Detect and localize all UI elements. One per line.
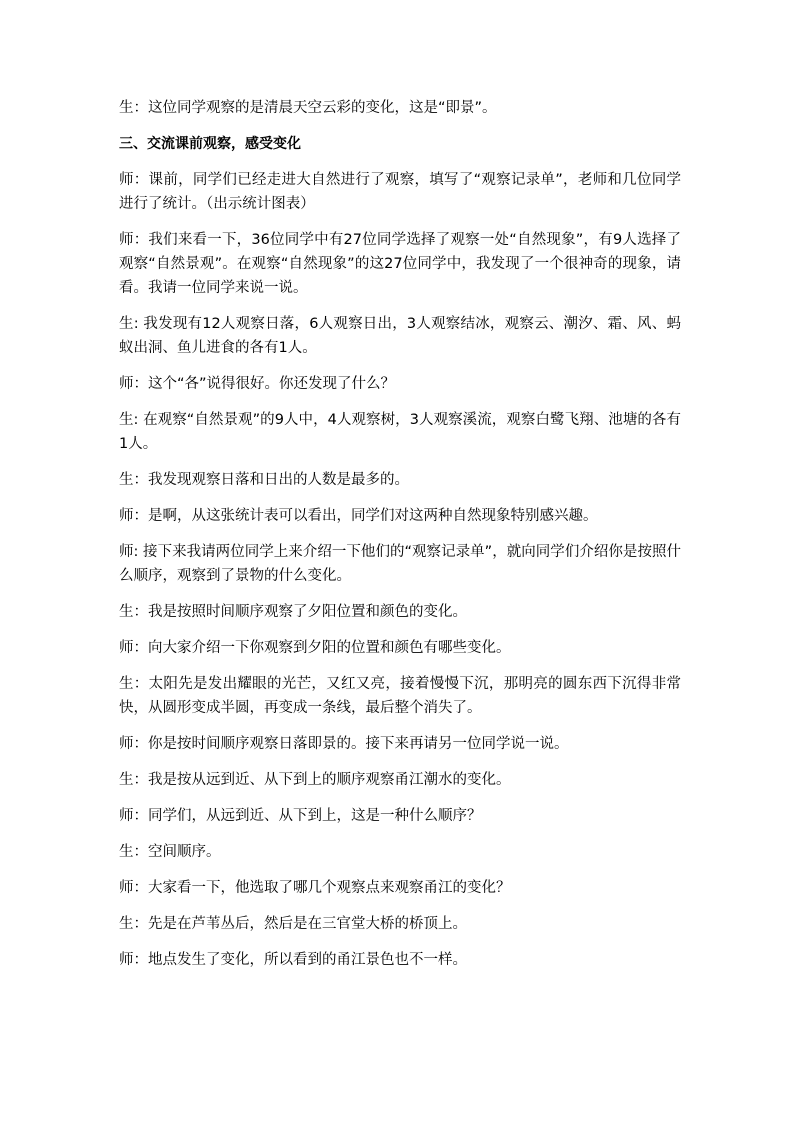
section-heading: 三、交流课前观察，感受变化 xyxy=(119,136,301,152)
paragraph-teacher-invite-two: 师: 接下来我请两位同学上来介绍一下他们的“观察记录单”，就向同学们介绍你是按照什么顺序，观察到了景物的什么变化。 xyxy=(119,544,681,584)
paragraph-teacher-statistics: 师：我们来看一下，36位同学中有27位同学选择了观察一处“自然现象”，有9人选择了观察“自然景观”。在观察“自然现象”的这27位同学中，我发现了一个很神奇的现象，请看。我请一位同学来说一说。 xyxy=(119,232,681,296)
paragraph-student-sunset-order: 生：我是按照时间顺序观察了夕阳位置和颜色的变化。 xyxy=(119,604,467,620)
paragraph-student-most-observed: 生：我发现观察日落和日出的人数是最多的。 xyxy=(119,472,409,488)
paragraph-student-locations: 生：先是在芦苇丛后，然后是在三官堂大桥的桥顶上。 xyxy=(119,916,467,932)
paragraph-teacher-interest: 师：是啊，从这张统计表可以看出，同学们对这两种自然现象特别感兴趣。 xyxy=(119,508,598,524)
paragraph-student-landscape-counts: 生: 在观察“自然景观”的9人中，4人观察树，3人观察溪流，观察白鹭飞翔、池塘的各有1人。 xyxy=(119,412,681,452)
paragraph-student-morning-clouds: 生：这位同学观察的是清晨天空云彩的变化，这是“即景”。 xyxy=(119,100,497,116)
paragraph-student-river-order: 生：我是按从远到近、从下到上的顺序观察甬江潮水的变化。 xyxy=(119,772,511,788)
paragraph-teacher-time-order: 师：你是按时间顺序观察日落即景的。接下来再请另一位同学说一说。 xyxy=(119,736,569,752)
document-page xyxy=(119,96,681,984)
paragraph-student-sunset-description: 生：太阳先是发出耀眼的光芒，又红又亮，接着慢慢下沉，那明亮的圆东西下沉得非常快，从圆形变成半圆，再变成一条线，最后整个消失了。 xyxy=(119,676,681,716)
paragraph-student-phenomena-counts: 生: 我发现有12人观察日落，6人观察日出，3人观察结冰，观察云、潮汐、霜、风、蚂蚁出洞、鱼儿进食的各有1人。 xyxy=(119,316,681,356)
paragraph-teacher-observation-points: 师：大家看一下，他选取了哪几个观察点来观察甬江的变化？ xyxy=(119,880,511,896)
paragraph-teacher-each: 师：这个“各”说得很好。你还发现了什么？ xyxy=(119,376,396,392)
paragraph-teacher-sunset-changes: 师：向大家介绍一下你观察到夕阳的位置和颜色有哪些变化。 xyxy=(119,640,511,656)
paragraph-teacher-location-change: 师：地点发生了变化，所以看到的甬江景色也不一样。 xyxy=(119,952,467,968)
paragraph-student-space-order: 生：空间顺序。 xyxy=(119,844,221,860)
paragraph-teacher-intro-record: 师：课前，同学们已经走进大自然进行了观察，填写了“观察记录单”，老师和几位同学进行了统计。（出示统计图表） xyxy=(119,172,681,212)
paragraph-teacher-what-order: 师：同学们，从远到近、从下到上，这是一种什么顺序？ xyxy=(119,808,482,824)
